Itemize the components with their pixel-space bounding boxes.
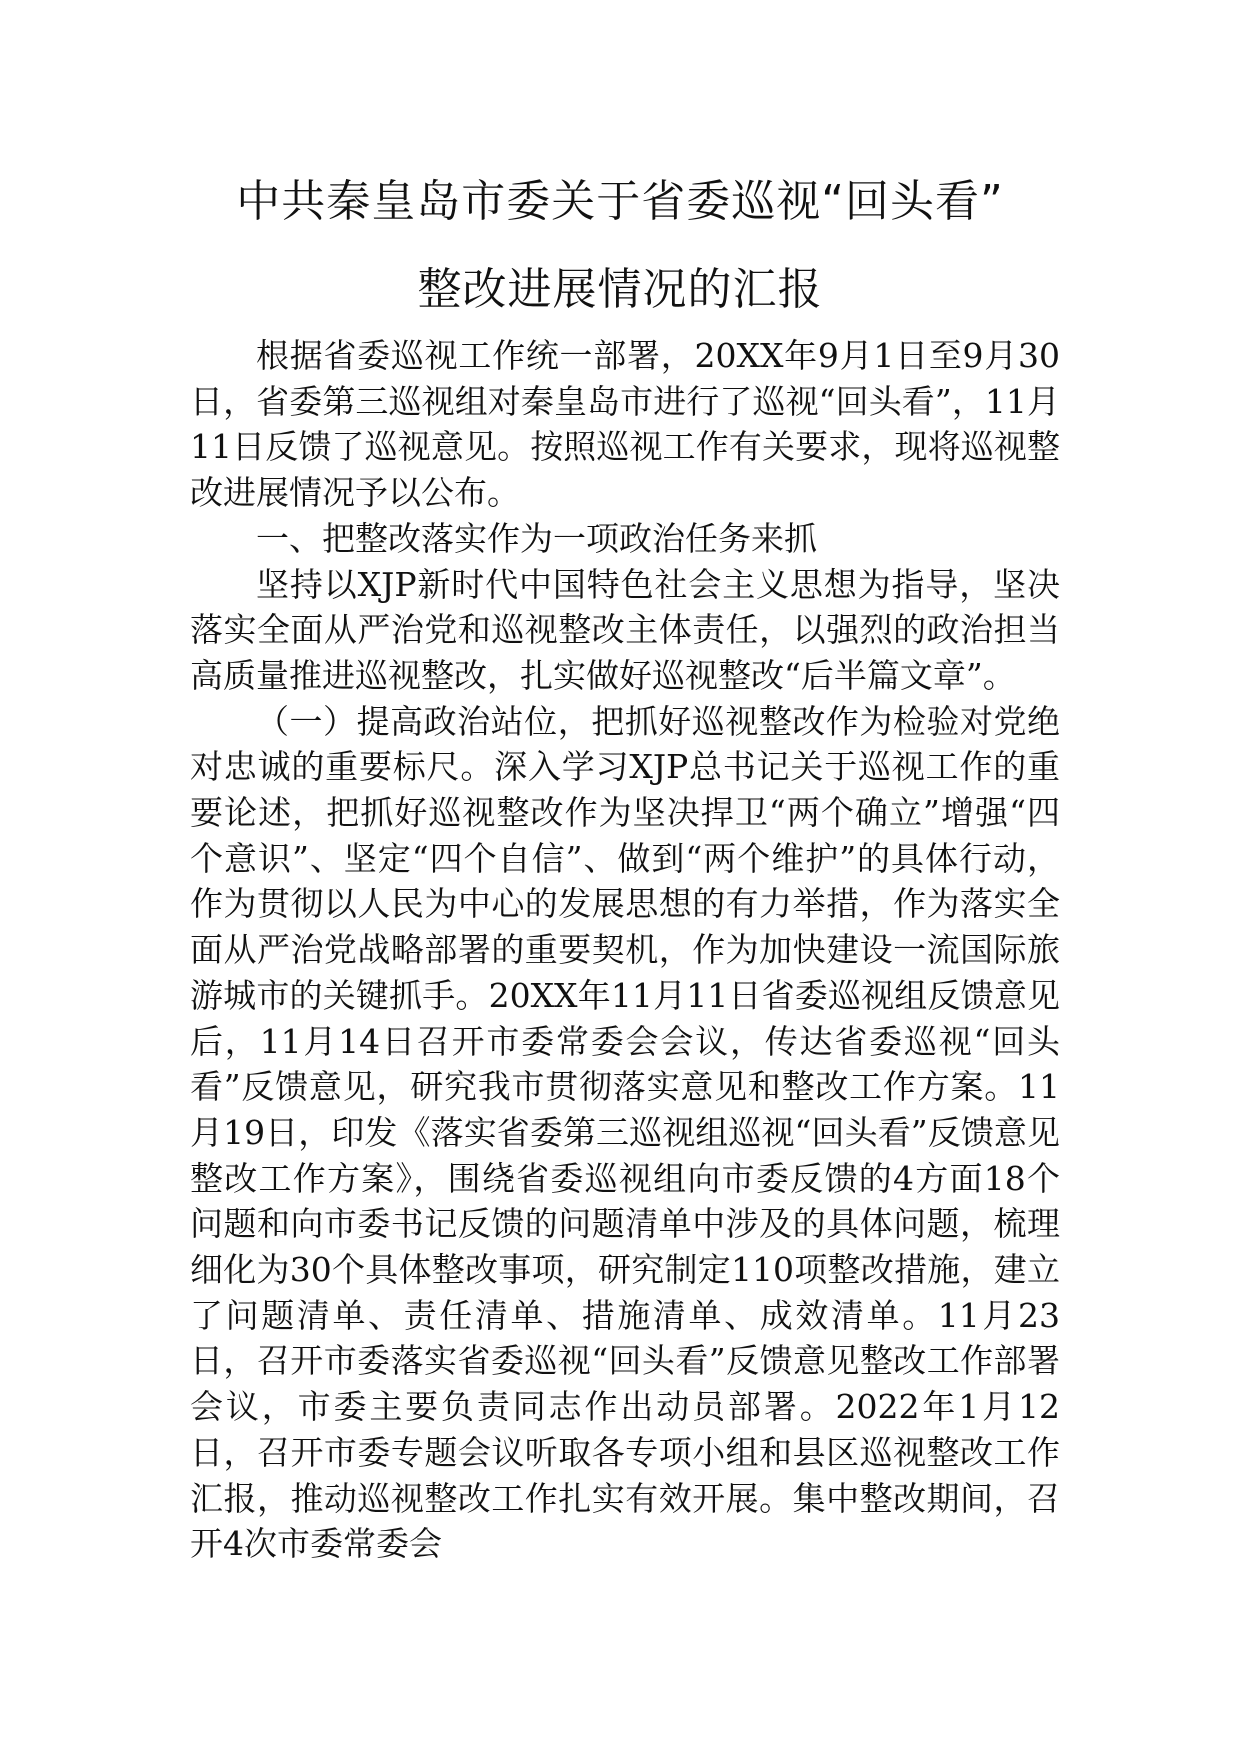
section-heading-1: 一、把整改落实作为一项政治任务来抓 <box>256 518 817 558</box>
document-title-line-2: 整改进展情况的汇报 <box>417 264 823 315</box>
subsection-1-paragraph: （一）提高政治站位，把抓好巡视整改作为检验对党绝对忠诚的重要标尺。深入学习XJP总书记关于巡视工作的重要论述，把抓好巡视整改作为坚决捍卫“两个确立”增强“四个意识”、坚定“四个自信”、做到“两个维护”的具体行动，作为贯彻以人民为中心的发展思想的有力举措，作为落实全面从严治党战略部署的重要契机，作为加快建设一流国际旅游城市的关键抓手。20XX年11月11日省委巡视组反馈意见后，11月14日召开市委常委会会议，传达省委巡视“回头看”反馈意见，研究我市贯彻落实意见和整改工作方案。11月19日，印发《落实省委第三巡视组巡视“回头看”反馈意见整改工作方案》，围绕省委巡视组向市委反馈的4方面18个问题和向市委书记反馈的问题清单中涉及的具体问题，梳理细化为30个具体整改事项，研究制定110项整改措施，建立了问题清单、责任清单、措施清单、成效清单。11月23日，召开市委落实省委巡视“回头看”反馈意见整改工作部署会议，市委主要负责同志作出动员部署。2022年1月12日，召开市委专题会议听取各专项小组和县区巡视整改工作汇报，推动巡视整改工作扎实有效开展。集中整改期间，召开4次市委常委会 <box>190 701 1060 1564</box>
document-title-line-1: 中共秦皇岛市委关于省委巡视“回头看” <box>236 176 1004 227</box>
intro-paragraph: 根据省委巡视工作统一部署，20XX年9月1日至9月30日，省委第三巡视组对秦皇岛市进行了巡视“回头看”，11月11日反馈了巡视意见。按照巡视工作有关要求，现将巡视整改进展情况予以公布。 <box>190 336 1060 513</box>
document-body <box>190 333 1060 1567</box>
section-1-paragraph: 坚持以XJP新时代中国特色社会主义思想为指导，坚决落实全面从严治党和巡视整改主体责任，以强烈的政治担当高质量推进巡视整改，扎实做好巡视整改“后半篇文章”。 <box>190 564 1060 695</box>
